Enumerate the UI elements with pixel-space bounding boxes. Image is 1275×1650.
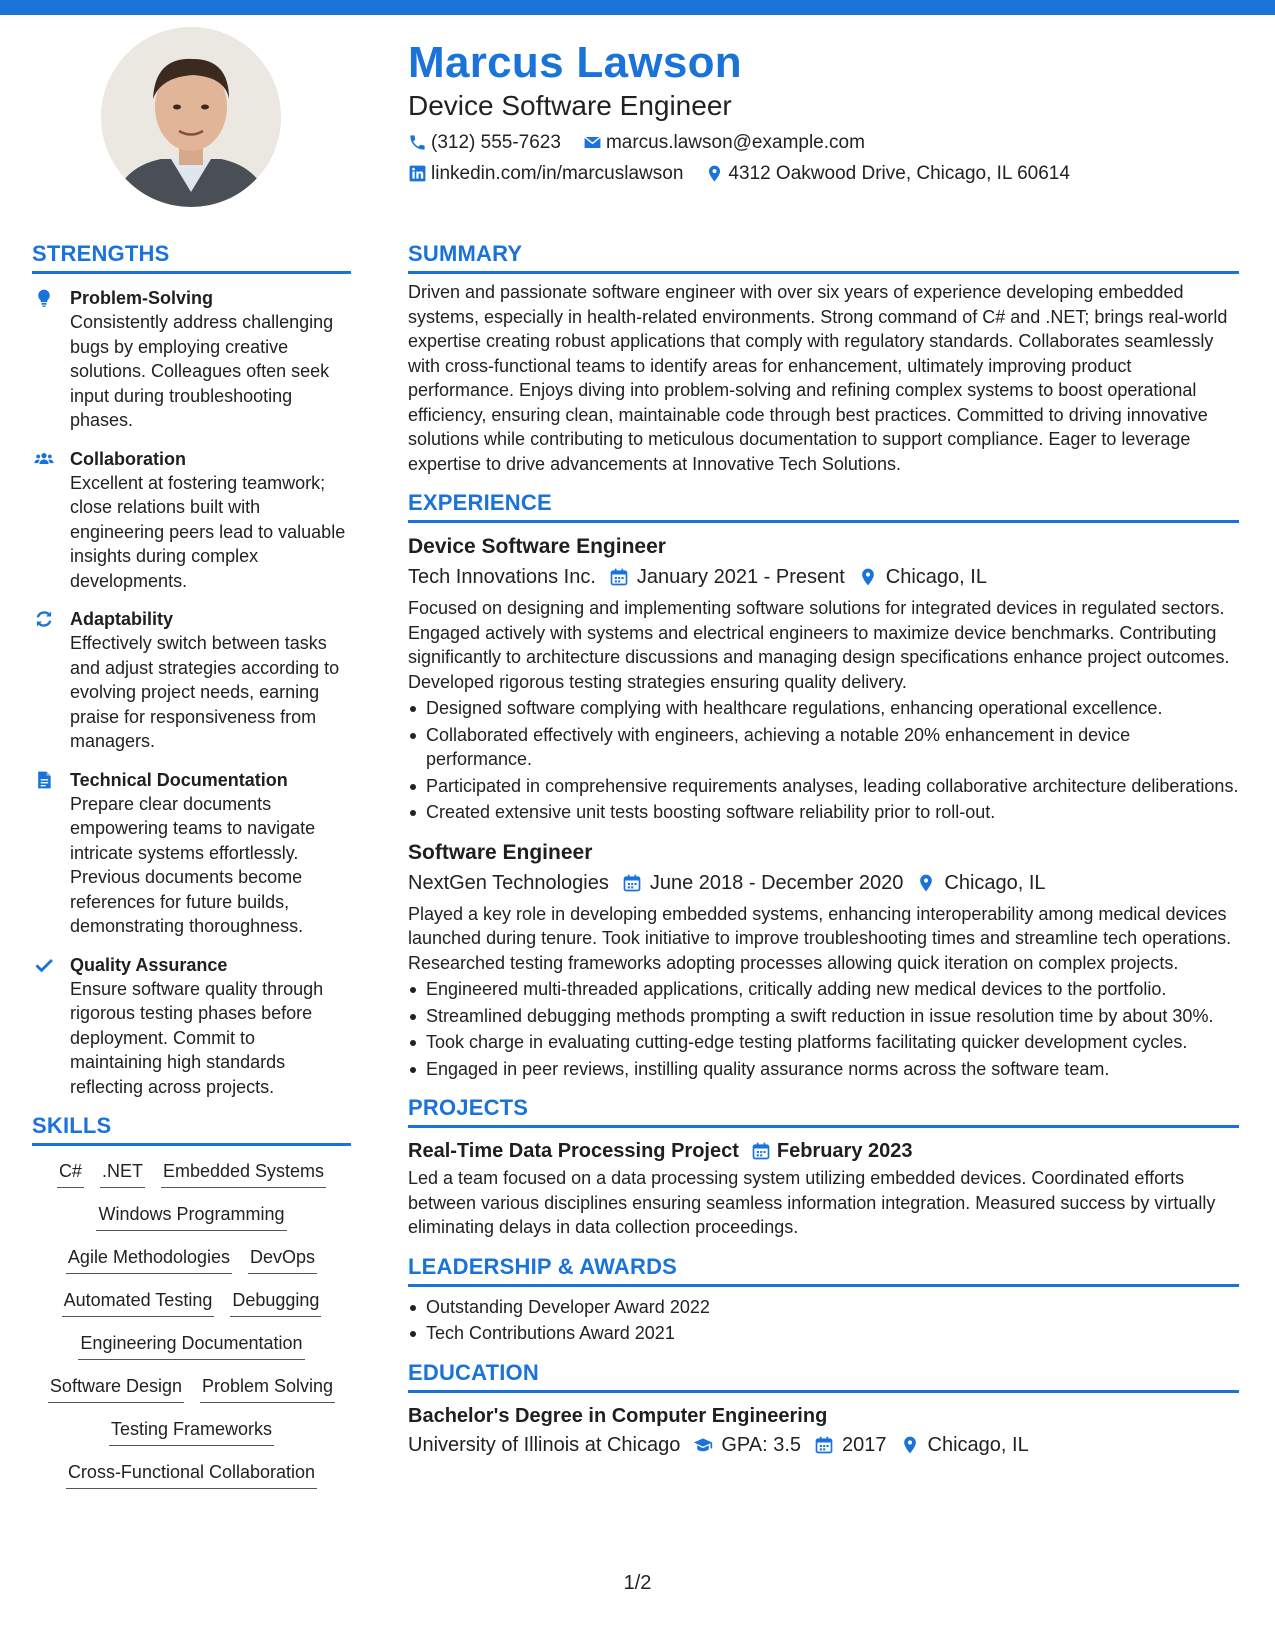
job-entry	[408, 839, 1239, 1082]
calendar-icon	[622, 873, 642, 893]
contact-phone[interactable]	[408, 132, 561, 154]
job-entry	[408, 533, 1239, 825]
school-name: University of Illinois at Chicago	[408, 1433, 681, 1456]
strength-item	[32, 768, 351, 939]
map-pin-icon	[916, 873, 936, 893]
experience-heading: EXPERIENCE	[408, 490, 1239, 523]
skill-tag: DevOps	[248, 1242, 317, 1274]
job-location: Chicago, IL	[944, 871, 1046, 894]
users-icon	[34, 449, 54, 469]
linkedin-text: linkedin.com/in/marcuslawson	[431, 162, 684, 184]
strength-desc: Prepare clear documents empowering teams to navigate intricate systems effortlessly. Previous documents become references for future builds, demonstrating thoroughness.	[70, 793, 316, 936]
education-meta	[408, 1432, 1239, 1458]
left-column	[32, 241, 351, 1500]
calendar-icon	[814, 1435, 834, 1455]
strength-title: Problem-Solving	[70, 288, 214, 308]
strength-title: Collaboration	[70, 448, 186, 469]
skill-tag: Agile Methodologies	[66, 1242, 232, 1274]
job-company: NextGen Technologies	[408, 871, 609, 894]
summary-text: Driven and passionate software engineer with over six years of experience developing embedded systems, especially in health-related environments. Strong command of C# and .NET; brings real-world expertise creating robust applications that comply with regulatory standards. Collaborates seamlessly with cross-functional teams to identify areas for enhancement, ultimately improving product performance. Enjoys diving into problem-solving and refining complex systems to boost operational efficiency, ensuring clean, maintainable code through best practices. Committed to driving innovative solutions while contributing to meticulous documentation to support compliance. Eager to leverage expertise to drive advancements at Innovative Tech Solutions.	[408, 282, 1228, 474]
strength-title: Adaptability	[70, 609, 174, 629]
education-location: Chicago, IL	[927, 1433, 1029, 1456]
email-text: marcus.lawson@example.com	[605, 131, 865, 153]
job-title: Device Software Engineer	[408, 535, 666, 558]
strength-title: Technical Documentation	[70, 769, 288, 790]
job-desc: Focused on designing and implementing software solutions for integrated devices in regulated sectors. Engaged actively with systems and electrical engineers to maximize device benchmarks. Contributing significantly to architecture discussions and managing design specifications enhance project outcomes. Developed rigorous testing strategies ensuring quality delivery.	[408, 598, 1230, 692]
skill-tag: Problem Solving	[200, 1371, 335, 1403]
job-dates: January 2021 - Present	[636, 566, 845, 588]
calendar-icon	[609, 567, 629, 587]
strengths-heading: STRENGTHS	[32, 241, 351, 274]
skills-list	[32, 1156, 351, 1500]
page-number: 1/2	[623, 1572, 652, 1594]
skill-tag: Testing Frameworks	[109, 1414, 274, 1446]
map-pin-icon	[900, 1435, 920, 1455]
job-dates: June 2018 - December 2020	[649, 871, 904, 894]
degree-title: Bachelor's Degree in Computer Engineering	[408, 1404, 828, 1427]
awards-list	[408, 1295, 1239, 1346]
lightbulb-icon	[34, 288, 54, 308]
contact-address	[705, 163, 1070, 185]
graduation-cap-icon	[693, 1435, 713, 1455]
sync-icon	[34, 609, 54, 629]
skill-tag: .NET	[100, 1156, 145, 1188]
calendar-icon	[751, 1141, 771, 1161]
phone-icon	[408, 133, 427, 152]
strengths-list	[32, 286, 351, 1099]
job-location: Chicago, IL	[885, 566, 987, 588]
top-accent-bar	[0, 0, 1275, 15]
linkedin-icon	[408, 164, 427, 183]
skill-tag: Windows Programming	[96, 1199, 286, 1231]
job-title: Software Engineer	[408, 840, 593, 864]
job-desc: Played a key role in developing embedded systems, enhancing interoperability among medical devices launched during tenure. Took initiative to improve troubleshooting times and streamline tech operations. Researched testing frameworks adopting processes allowing quick iteration on complex projects.	[408, 903, 1232, 973]
map-pin-icon	[705, 164, 724, 183]
awards-section	[408, 1254, 1239, 1346]
strength-title: Quality Assurance	[70, 954, 228, 975]
candidate-name: Marcus Lawson	[408, 38, 742, 87]
project-header	[408, 1138, 1239, 1164]
strength-desc: Consistently address challenging bugs by employing creative solutions. Colleagues often seek input during troubleshooting phases.	[70, 312, 334, 430]
strength-desc: Effectively switch between tasks and adjust strategies according to evolving project needs, earning praise for responsiveness from managers.	[70, 633, 340, 751]
strength-item	[32, 447, 351, 594]
envelope-icon	[583, 133, 602, 152]
job-bullet: Streamlined debugging methods prompting a swift reduction in issue resolution time by about 30%.	[408, 1004, 1239, 1029]
job-bullet: Engaged in peer reviews, instilling quality assurance norms across the software team.	[408, 1057, 1239, 1082]
right-column	[408, 241, 1239, 1472]
skills-heading: SKILLS	[32, 1113, 351, 1146]
project-title: Real-Time Data Processing Project	[408, 1140, 739, 1162]
job-bullets	[408, 977, 1239, 1081]
strength-desc: Excellent at fostering teamwork; close relations built with engineering peers lead to valuable insights during complex developments.	[70, 472, 346, 591]
contact-row-2	[408, 162, 1238, 186]
job-bullets	[408, 696, 1239, 825]
projects-heading: PROJECTS	[408, 1095, 1239, 1128]
graduation-year: 2017	[842, 1433, 887, 1456]
address-text: 4312 Oakwood Drive, Chicago, IL 60614	[728, 162, 1070, 184]
contact-row-1	[408, 131, 1238, 155]
skill-tag: Embedded Systems	[161, 1156, 326, 1188]
strength-item	[32, 286, 351, 433]
skill-tag: Automated Testing	[62, 1285, 215, 1317]
skill-tag: Debugging	[230, 1285, 321, 1317]
education-section	[408, 1360, 1239, 1458]
summary-section	[408, 241, 1239, 476]
job-bullet: Collaborated effectively with engineers, achieving a notable 20% enhancement in device performance.	[408, 723, 1239, 772]
job-bullet: Created extensive unit tests boosting software reliability prior to roll-out.	[408, 800, 1239, 825]
job-company: Tech Innovations Inc.	[408, 566, 596, 588]
resume-header	[408, 40, 1238, 186]
phone-text: (312) 555-7623	[431, 131, 561, 153]
job-meta	[408, 870, 1239, 896]
education-heading: EDUCATION	[408, 1360, 1239, 1393]
skill-tag: C#	[57, 1156, 84, 1188]
skill-tag: Cross-Functional Collaboration	[66, 1457, 317, 1489]
document-icon	[34, 770, 54, 790]
award-item: Tech Contributions Award 2021	[408, 1321, 1239, 1346]
strength-desc: Ensure software quality through rigorous testing phases before deployment. Commit to maintaining high standards reflecting across projects.	[70, 978, 324, 1097]
job-bullet: Engineered multi-threaded applications, critically adding new medical devices to the portfolio.	[408, 977, 1239, 1002]
projects-section	[408, 1095, 1239, 1240]
job-bullet: Took charge in evaluating cutting-edge testing platforms facilitating quicker development cycles.	[408, 1030, 1239, 1055]
skill-tag: Software Design	[48, 1371, 184, 1403]
map-pin-icon	[858, 567, 878, 587]
strength-item	[32, 953, 351, 1100]
job-meta	[408, 564, 1239, 590]
project-desc: Led a team focused on a data processing system utilizing embedded devices. Coordinated efforts between various disciplines ensuring seamless information integration. Measured success by virtually eliminating delays in data collection proceedings.	[408, 1168, 1216, 1237]
profile-photo	[101, 27, 281, 207]
check-icon	[34, 955, 54, 975]
job-bullet: Designed software complying with healthcare regulations, enhancing operational excellence.	[408, 696, 1239, 721]
contact-linkedin[interactable]	[408, 163, 683, 185]
job-bullet: Participated in comprehensive requirements analyses, leading collaborative architecture deliberations.	[408, 774, 1239, 799]
awards-heading: LEADERSHIP & AWARDS	[408, 1254, 1239, 1287]
summary-heading: SUMMARY	[408, 241, 1239, 274]
skill-tag: Engineering Documentation	[78, 1328, 304, 1360]
candidate-title: Device Software Engineer	[408, 90, 732, 122]
gpa: GPA: 3.5	[721, 1433, 802, 1456]
contact-email[interactable]	[583, 132, 865, 154]
experience-section	[408, 490, 1239, 1081]
award-item: Outstanding Developer Award 2022	[408, 1295, 1239, 1320]
project-date: February 2023	[776, 1140, 913, 1162]
strength-item	[32, 607, 351, 754]
